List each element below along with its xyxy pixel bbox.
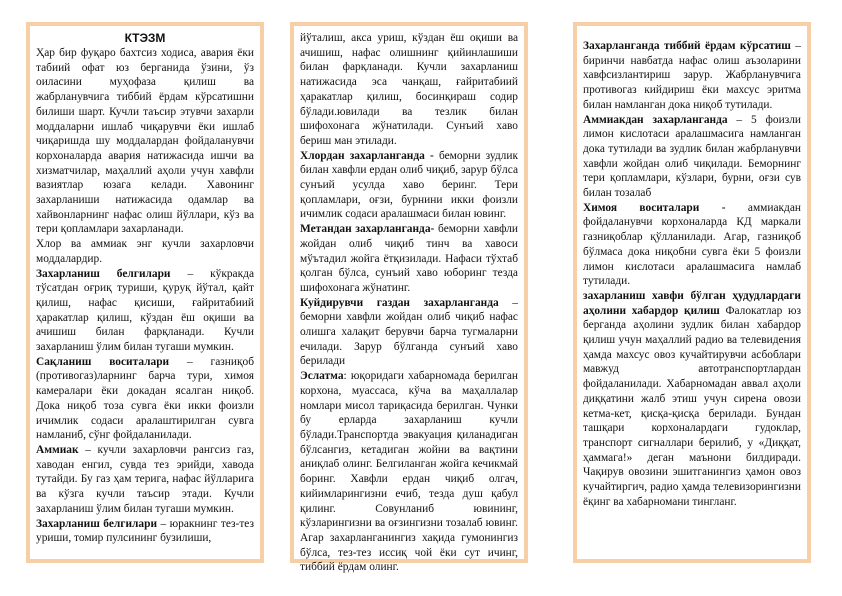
top-spacer bbox=[583, 31, 801, 39]
paragraph: Ҳар бир фуқаро бахтсиз ходиса, авария ёки табиий офат юз берганида ўзини, ўз оиласини муҳофаза қилиш ва жабрланувчига тиббий ёрдам кўрсатишни билиши шарт. Кучли таъсир этувчи захарли моддаларни ишлаб чиқарувчи ёки ишлаб чиқаришда шу моддалардан фойдаланувчи корхоналарда авария натижасида ишчи ва хизматчилар, маҳаллий аҳоли учун хавфли вазиятлар юзага келади. Хавонинг захарланиши натижасида одамлар ва хайвонларнинг нафас олиш йўллари, кўз ва тери қопламлари захарланади. bbox=[36, 47, 254, 236]
paragraph: Захарланганда тиббий ёрдам кўрсатиш – биринчи навбатда нафас олиш аъзоларини хавфсизлантириш зарур. Жабрланувчига противогаз кийдириш ёки махсус эритма билан намланган дока ниқоб тутилади. bbox=[583, 40, 801, 111]
panel-right bbox=[573, 22, 811, 563]
panel-left bbox=[26, 22, 264, 563]
paragraph: Куйдирувчи газдан захарланганда – беморни хавфли жойдан олиб чиқиб нафас олишга халақит берувчи барча тугмаларни ечилади. Зарур бўлганда сунъий хаво берилади bbox=[300, 296, 518, 368]
paragraph: Химоя воситалари - аммиакдан фойдаланувчи корхоналарда КД маркали газниқоблар қўлланилади. Агар, газниқоб бўлмаса дока ниқобни сувга ёки 5 фоизли лимон кислотаси аралашмасига намлаб тутилади. bbox=[583, 201, 802, 288]
paragraph: Захарланиш белгилари – кўкракда тўсатдан оғриқ туриши, қуруқ йўтал, қайт қилиш, нафас қисиши, ғайритабиий ҳаракатлар қилиш, кўздан ёш оқиши ва ачишиш билан фарқланади. Кучли захарланиш ўлим билан тугаши мумкин. bbox=[36, 267, 254, 354]
paragraph: Эслатма: юқоридаги хабарномада берилган корхона, муассаса, кўча ва маҳаллалар номлари мисол тариқасида берилган. Чунки бу ерларда захарланиш кучли бўлади.Транспортда эвакуация қиланадиган бўлсангиз, кетадиган жойни ва вақтини аниқлаб олинг. Белгиланган жойга кечикмай боринг. Хавфли ердан чиқиб олгач, кийимларингизни ечиб, тезда душ қабул қилинг. Совунланиб ювининг, кўзларингизни ва оғзингизни тозалаб ювинг. Агар захарланганингиз хақида гумонингиз бўлса, тез-тез иссиқ чой ёки сут ичинг, тиббий ёрдам олинг. bbox=[300, 370, 518, 574]
paragraph: Хлордан захарланганда - беморни зудлик билан хавфли ердан олиб чиқиб, зарур бўлса сунъий усулда хаво беринг. Тери қопламлари, оғзи, бурнини икки фоизли ичимлик содаси аралашмаси билан ювинг. bbox=[300, 149, 518, 221]
paragraph: йўталиш, акса уриш, кўздан ёш оқиши ва ачишиш, нафас олишнинг қийинлашиши билан фарқланади. Кучли захарланиш натижасида эса чанқаш, ғайритабиий ҳаракатлар қилиш, босинқираш содир бўлади.ювилади ва тезлик билан шифохонага жўнатилади. Сунъий хаво бериш ман этилади. bbox=[300, 32, 518, 147]
paragraph: Аммиак – кучли захарловчи рангсиз газ, хаводан енгил, сувда тез эрийди, хавода тутайди. Бу газ ҳам терига, нафас йўлларига ва кўзга кучли таъсир этади. Кучли захарланиш ўлим билан тугаши мумкин. bbox=[36, 443, 254, 515]
panel-middle bbox=[290, 22, 528, 574]
paragraph: Хлор ва аммиак энг кучли захарловчи моддалардир. bbox=[36, 238, 254, 265]
paragraph: Метандан захарланганда- беморни хавфли жойдан олиб чиқиб тинч ва хавоси мўътадил жойга ётқизилади. Нафаси тўхтаб қолган бўлса, сунъий хаво юборинг тезда шифохонага жўнатинг. bbox=[300, 223, 518, 294]
paragraph: Аммиакдан захарланганда – 5 фоизли лимон кислотаси аралашмасига намланган дока тутилади ва зудлик билан жабрланувчи хавфли жойдан олиб чиқилади. Беморнинг тери қопламлари, кўзлари, бурни, оғзи сув билан тозалаб bbox=[583, 113, 801, 200]
paragraph: Сақланиш воситалари – газниқоб (противогаз)ларнинг барча тури, химоя камералари ёки докадан ясалган ниқоб. Дока ниқоб тоза сувга ёки икки фоизли ичимлик содаси аралаштирилган сувга намланиб, сўнг фойдаланилади. bbox=[36, 355, 254, 442]
paragraph: захарланиш хавфи бўлган ҳудудлардаги аҳолини хабардор қилиш Фалокатлар юз берганда аҳолини зудлик билан хабардор қилиш учун маҳаллий радио ва телевидения ҳамда махсус овоз кучайтирувчи асбоблари мавжуд автотранспортлардан фойдаланилади. Хабарномадан аввал аҳоли диққатини жалб этиш учун сирена овози кетма-кет, қисқа-қисқа берилади. Бундан ташқари корхоналардаги гудоклар, транспорт сигналлари берилиб, у «Диққат, ҳаммага!» деган маънони билдиради. Чақирув овозини эшитганингиз ҳамон овоз кучайтиргич, радио ҳамда телевизорингизни ёқинг ва хабарномани тингланг. bbox=[583, 289, 801, 508]
paragraph: Захарланиш белгилари – юракнинг тез-тез уриши, томир пулсининг бузилиши, bbox=[36, 517, 254, 545]
page-title: КТЭЗМ bbox=[124, 31, 166, 45]
